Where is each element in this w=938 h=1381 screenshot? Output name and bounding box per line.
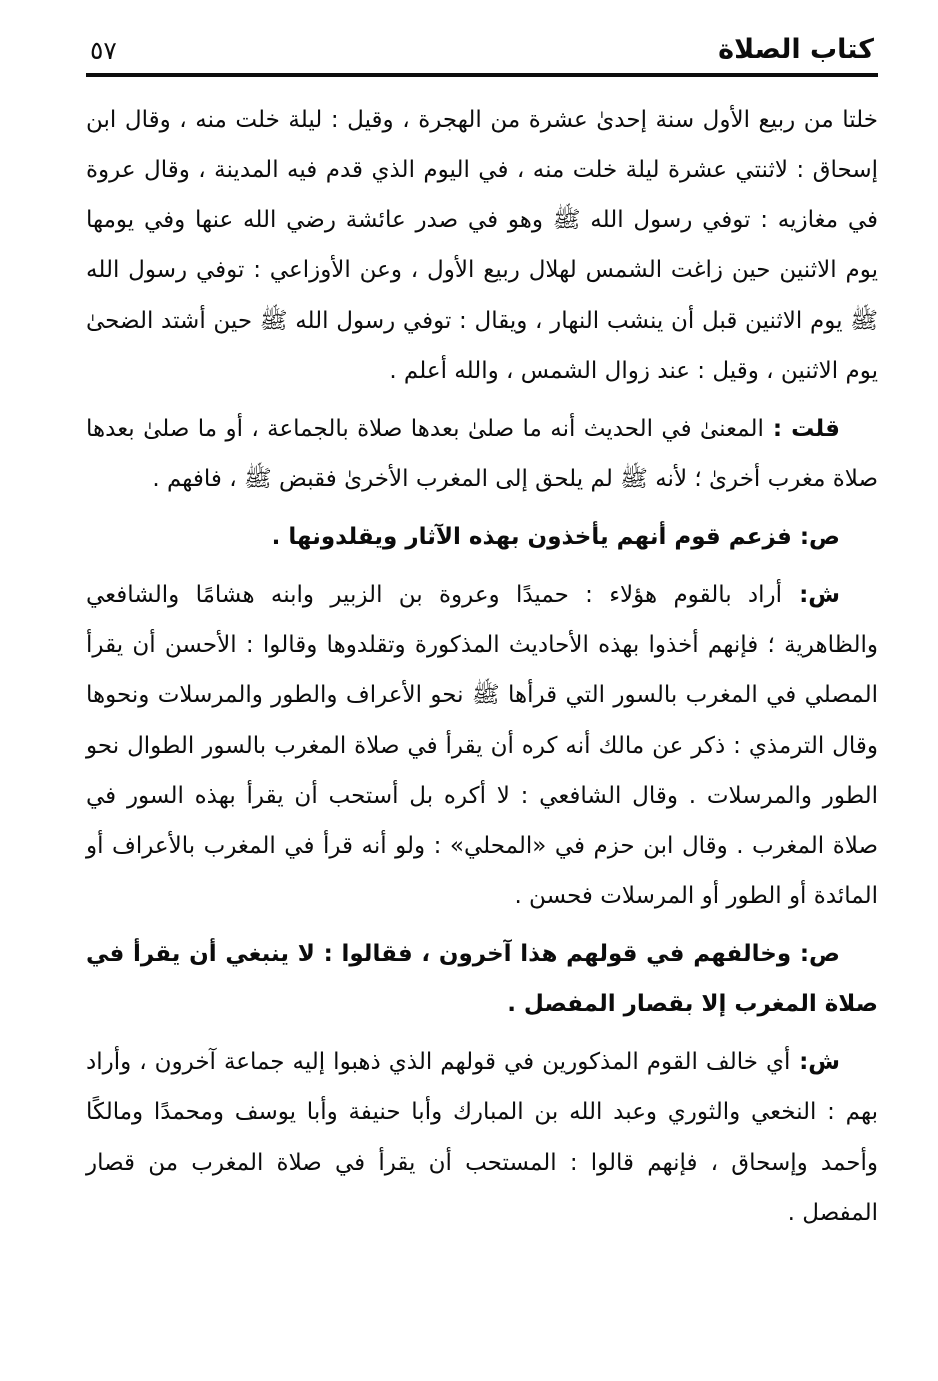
body-text (86, 95, 878, 1238)
page-header (86, 34, 878, 73)
paragraph-lead: قلت : (772, 415, 840, 442)
paragraph-text: خلتا من ربيع الأول سنة إحدىٰ عشرة من الهجرة ، وقيل : ليلة خلت منه ، وقال ابن إسحاق : لاثنتي عشرة ليلة خلت منه ، في اليوم الذي قدم فيه المدينة ، وقال عروة في مغازيه : توفي رسول الله ﷺ وهو في صدر عائشة رضي الله عنها وفي يومها يوم الاثنين حين زاغت الشمس لهلال ربيع الأول ، وعن الأوزاعي : توفي رسول الله ﷺ يوم الاثنين قبل أن ينشب النهار ، ويقال : توفي رسول الله ﷺ حين أشتد الضحىٰ يوم الاثنين ، وقيل : عند زوال الشمس ، والله أعلم . (86, 107, 878, 384)
paragraph-text: أراد بالقوم هؤلاء : حميدًا وعروة بن الزبير وابنه هشامًا والشافعي والظاهرية ؛ فإنهم أخذوا بهذه الأحاديث المذكورة وتقلدوها وقالوا : الأحسن أن يقرأ المصلي في المغرب بالسور التي قرأها ﷺ نحو الأعراف والطور والمرسلات ونحوها وقال الترمذي : ذكر عن مالك أنه كره أن يقرأ في صلاة المغرب بالسور الطوال نحو الطور والمرسلات . وقال الشافعي : لا أكره بل أستحب أن يقرأ بهذه السور في صلاة المغرب . وقال ابن حزم في «المحلي» : ولو أنه قرأ في المغرب بالأعراف أو المائدة أو الطور أو المرسلات فحسن . (86, 582, 878, 909)
paragraph-matn (86, 929, 878, 1029)
paragraph-text: أي خالف القوم المذكورين في قولهم الذي ذهبوا إليه جماعة آخرون ، وأراد بهم : النخعي والثوري وعبد الله بن المبارك وأبا حنيفة وأبا يوسف ومحمدًا ومالكًا وأحمد وإسحاق ، فإنهم قالوا : المستحب أن يقرأ في صلاة المغرب من قصار المفصل . (86, 1049, 878, 1226)
paragraph-text: فزعم قوم أنهم يأخذون بهذه الآثار ويقلدونها . (271, 524, 792, 550)
paragraph (86, 95, 878, 396)
paragraph-lead: ش: (799, 1049, 841, 1076)
paragraph-matn (86, 512, 878, 562)
paragraph-lead: ص: (799, 941, 840, 967)
paragraph-text: وخالفهم في قولهم هذا آخرون ، فقالوا : لا ينبغي أن يقرأ في صلاة المغرب إلا بقصار المفصل . (86, 941, 878, 1018)
paragraph-sharh (86, 1037, 878, 1238)
paragraph-lead: ص: (799, 524, 840, 550)
chapter-title: كتاب الصلاة (718, 34, 874, 65)
paragraph-text: المعنىٰ في الحديث أنه ما صلىٰ بعدها صلاة بالجماعة ، أو ما صلىٰ بعدها صلاة مغرب أخرىٰ ؛ لأنه ﷺ لم يلحق إلى المغرب الأخرىٰ فقبض ﷺ ، فافهم . (86, 415, 878, 492)
paragraph (86, 404, 878, 504)
header-rule (86, 73, 878, 77)
page-number: ٥٧ (90, 36, 117, 65)
paragraph-sharh (86, 570, 878, 921)
paragraph-lead: ش: (799, 582, 840, 609)
